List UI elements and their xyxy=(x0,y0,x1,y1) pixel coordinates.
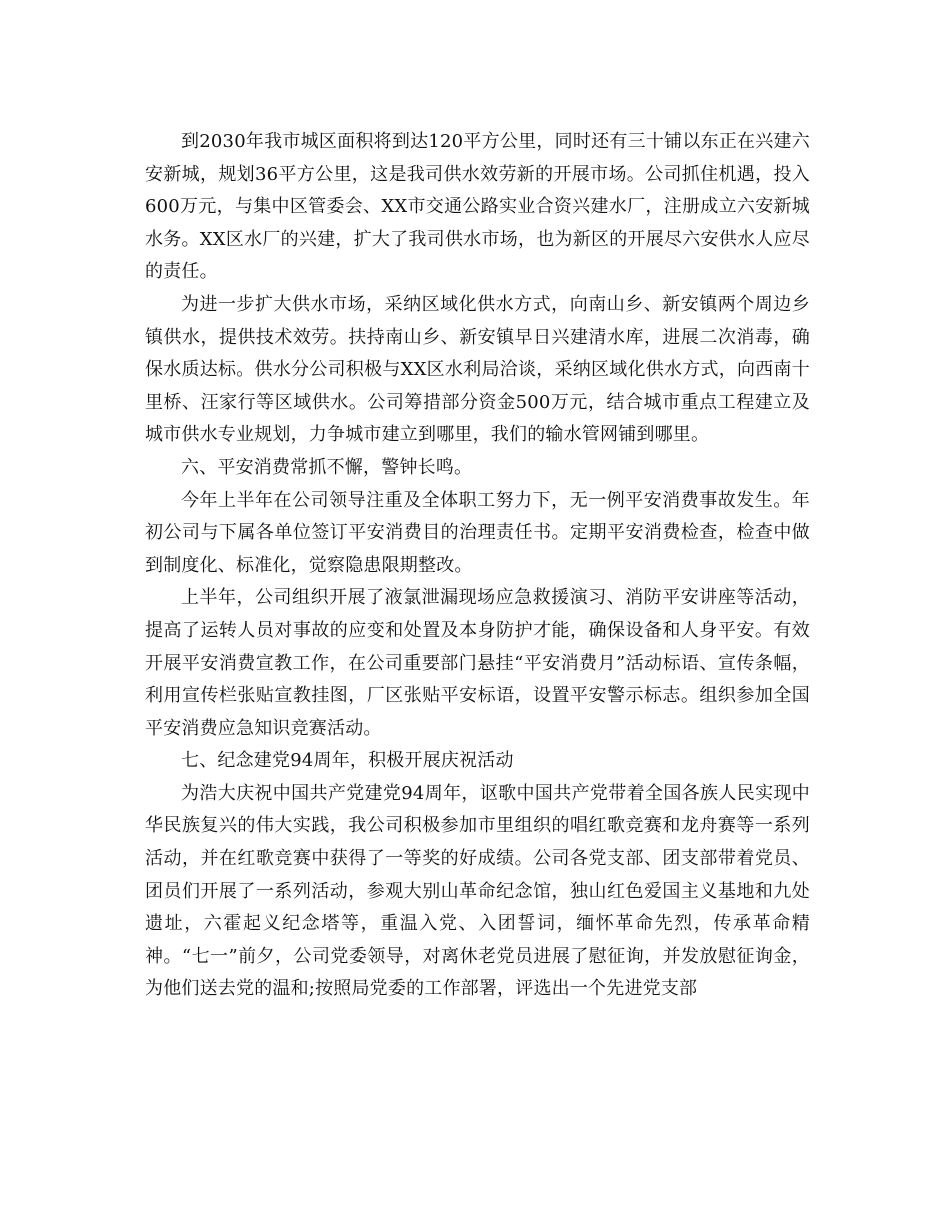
section-heading-safety: 六、平安消费常抓不懈，警钟长鸣。 xyxy=(181,456,473,478)
paragraph-anniversary-activities: 为浩大庆祝中国共产党建党94周年，讴歌中国共产党带着全国各族人民实现中华民族复兴的伟大实践，我公司积极参加市里组织的唱红歌竞赛和龙舟赛等一系列活动，并在红歌竞赛中获得了一等奖的好成绩。公司各党支部、团支部带着党员、团员们开展了一系列活动，参观大别山革命纪念馆，独山红色爱国主义基地和九处遗址，六霍起义纪念塔等，重温入党、入团誓词，缅怀革命先烈，传承革命精神。“七一”前夕，公司党委领导，对离休老党员进展了慰征询，并发放慰征询金，为他们送去党的温和;按照局党委的工作部署，评选出一个先进党支部 xyxy=(145,782,810,1000)
document-body xyxy=(145,126,810,1006)
paragraph-new-city-water: 到2030年我市城区面积将到达120平方公里，同时还有三十铺以东正在兴建六安新城，规划36平方公里，这是我司供水效劳新的开展市场。公司抓住机遇，投入600万元，与集中区管委会、XX市交通公路实业合资兴建水厂，注册成立六安新城水务。XX区水厂的兴建，扩大了我司供水市场，也为新区的开展尽六安供水人应尽的责任。 xyxy=(145,131,810,283)
paragraph-regional-supply: 为进一步扩大供水市场，采纳区域化供水方式，向南山乡、新安镇两个周边乡镇供水，提供技术效劳。扶持南山乡、新安镇早日兴建清水库，进展二次消毒，确保水质达标。供水分公司积极与XX区水利局洽谈，采纳区域化供水方式，向西南十里桥、汪家行等区域供水。公司筹措部分资金500万元，结合城市重点工程建立及城市供水专业规划，力争城市建立到哪里，我们的输水管网铺到哪里。 xyxy=(145,293,810,446)
section-heading-anniversary: 七、纪念建党94周年，积极开展庆祝活动 xyxy=(181,750,514,772)
paragraph-safety-activities: 上半年，公司组织开展了液氯泄漏现场应急救援演习、消防平安讲座等活动，提高了运转人员对事故的应变和处置及本身防护才能，确保设备和人身平安。有效开展平安消费宣教工作，在公司重要部门悬挂“平安消费月”活动标语、宣传条幅，利用宣传栏张贴宣教挂图，厂区张贴平安标语，设置平安警示标志。组织参加全国平安消费应急知识竞赛活动。 xyxy=(145,587,810,739)
paragraph-safety-record: 今年上半年在公司领导注重及全体职工努力下，无一例平安消费事故发生。年初公司与下属各单位签订平安消费目的治理责任书。定期平安消费检查，检查中做到制度化、标准化，觉察隐患限期整改。 xyxy=(145,489,810,576)
